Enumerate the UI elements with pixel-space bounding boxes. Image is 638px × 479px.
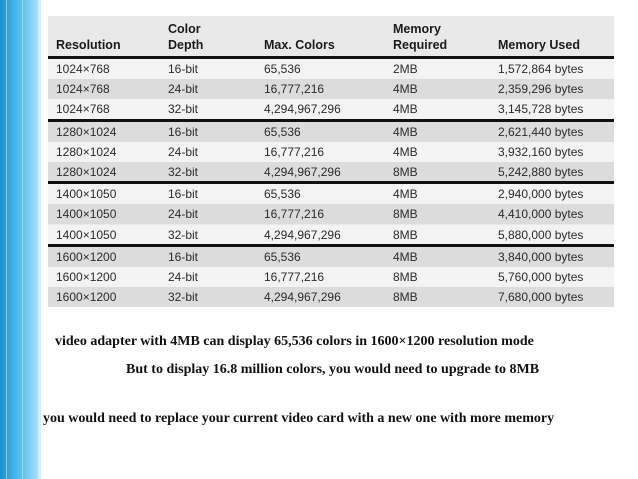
cell-resolution: 1400×1050 xyxy=(56,187,117,202)
table-row xyxy=(48,204,614,224)
table-header xyxy=(48,16,614,56)
header-memory-used: Memory Used xyxy=(498,38,580,52)
cell-max-colors: 16,777,216 xyxy=(264,207,325,222)
table-row xyxy=(48,162,614,182)
cell-memory-required: 8MB xyxy=(393,165,418,179)
cell-memory-used: 3,840,000 bytes xyxy=(498,249,584,264)
table-row xyxy=(48,59,614,79)
header-memory-required-line1: Memory xyxy=(393,22,441,36)
table-row xyxy=(48,79,614,99)
table-row xyxy=(48,247,614,267)
cell-resolution: 1400×1050 xyxy=(56,227,117,242)
cell-color-depth: 24-bit xyxy=(168,144,199,159)
cell-memory-used: 7,680,000 bytes xyxy=(498,290,584,305)
table-row xyxy=(48,225,614,245)
cell-max-colors: 65,536 xyxy=(264,187,301,202)
cell-max-colors: 4,294,967,296 xyxy=(264,290,341,305)
cell-max-colors: 65,536 xyxy=(264,249,301,264)
cell-memory-used: 1,572,864 bytes xyxy=(498,62,584,76)
cell-memory-required: 8MB xyxy=(393,290,418,305)
cell-resolution: 1600×1200 xyxy=(56,290,117,305)
cell-memory-used: 3,932,160 bytes xyxy=(498,144,584,159)
cell-color-depth: 16-bit xyxy=(168,249,199,264)
cell-memory-used: 2,359,296 bytes xyxy=(498,82,584,97)
cell-memory-used: 5,880,000 bytes xyxy=(498,227,584,242)
video-memory-table xyxy=(48,16,614,306)
caption-line3: you would need to replace your current video card with a new one with more memory xyxy=(43,411,555,426)
cell-resolution: 1024×768 xyxy=(56,82,110,97)
cell-max-colors: 16,777,216 xyxy=(264,270,325,284)
header-resolution: Resolution xyxy=(56,38,121,52)
cell-memory-required: 2MB xyxy=(393,62,418,76)
table-row xyxy=(48,184,614,204)
cell-color-depth: 32-bit xyxy=(168,102,199,117)
header-memory-required-line2: Required xyxy=(393,38,448,52)
cell-memory-required: 4MB xyxy=(393,82,418,97)
table-row xyxy=(48,267,614,287)
cell-memory-required: 8MB xyxy=(393,227,418,242)
table-row xyxy=(48,122,614,142)
cell-color-depth: 24-bit xyxy=(168,207,199,222)
cell-resolution: 1024×768 xyxy=(56,62,110,76)
cell-resolution: 1400×1050 xyxy=(56,207,117,222)
cell-color-depth: 16-bit xyxy=(168,62,199,76)
cell-color-depth: 32-bit xyxy=(168,165,199,179)
cell-memory-required: 8MB xyxy=(393,207,418,222)
cell-color-depth: 24-bit xyxy=(168,270,199,284)
cell-memory-required: 4MB xyxy=(393,187,418,202)
cell-max-colors: 4,294,967,296 xyxy=(264,165,341,179)
cell-memory-used: 4,410,000 bytes xyxy=(498,207,584,222)
cell-memory-required: 4MB xyxy=(393,144,418,159)
cell-resolution: 1600×1200 xyxy=(56,270,117,284)
cell-max-colors: 16,777,216 xyxy=(264,82,325,97)
header-max-colors: Max. Colors xyxy=(264,38,335,52)
header-color-depth-line2: Depth xyxy=(168,38,204,52)
cell-color-depth: 24-bit xyxy=(168,82,199,97)
table-row xyxy=(48,142,614,162)
table-row xyxy=(48,99,614,119)
slide-decorative-band xyxy=(0,0,38,479)
cell-max-colors: 4,294,967,296 xyxy=(264,227,341,242)
cell-resolution: 1280×1024 xyxy=(56,124,117,139)
cell-memory-required: 4MB xyxy=(393,102,418,117)
cell-color-depth: 16-bit xyxy=(168,187,199,202)
cell-max-colors: 65,536 xyxy=(264,62,301,76)
cell-color-depth: 32-bit xyxy=(168,290,199,305)
caption-line2: But to display 16.8 million colors, you would need to upgrade to 8MB xyxy=(126,362,540,377)
cell-color-depth: 32-bit xyxy=(168,227,199,242)
cell-memory-required: 8MB xyxy=(393,270,418,284)
cell-max-colors: 65,536 xyxy=(264,124,301,139)
cell-resolution: 1280×1024 xyxy=(56,165,117,179)
cell-memory-used: 5,760,000 bytes xyxy=(498,270,584,284)
cell-max-colors: 16,777,216 xyxy=(264,144,325,159)
cell-max-colors: 4,294,967,296 xyxy=(264,102,341,117)
slide-band-edge xyxy=(38,0,41,479)
cell-memory-used: 2,940,000 bytes xyxy=(498,187,584,202)
cell-color-depth: 16-bit xyxy=(168,124,199,139)
cell-memory-required: 4MB xyxy=(393,124,418,139)
header-color-depth-line1: Color xyxy=(168,22,201,36)
cell-memory-used: 5,242,880 bytes xyxy=(498,165,584,179)
cell-memory-used: 3,145,728 bytes xyxy=(498,102,584,117)
caption-line1: video adapter with 4MB can display 65,536 colors in 1600×1200 resolution mode xyxy=(55,334,534,349)
cell-memory-used: 2,621,440 bytes xyxy=(498,124,584,139)
cell-resolution: 1600×1200 xyxy=(56,249,117,264)
cell-resolution: 1024×768 xyxy=(56,102,110,117)
cell-memory-required: 4MB xyxy=(393,249,418,264)
table-row xyxy=(48,287,614,307)
cell-resolution: 1280×1024 xyxy=(56,144,117,159)
